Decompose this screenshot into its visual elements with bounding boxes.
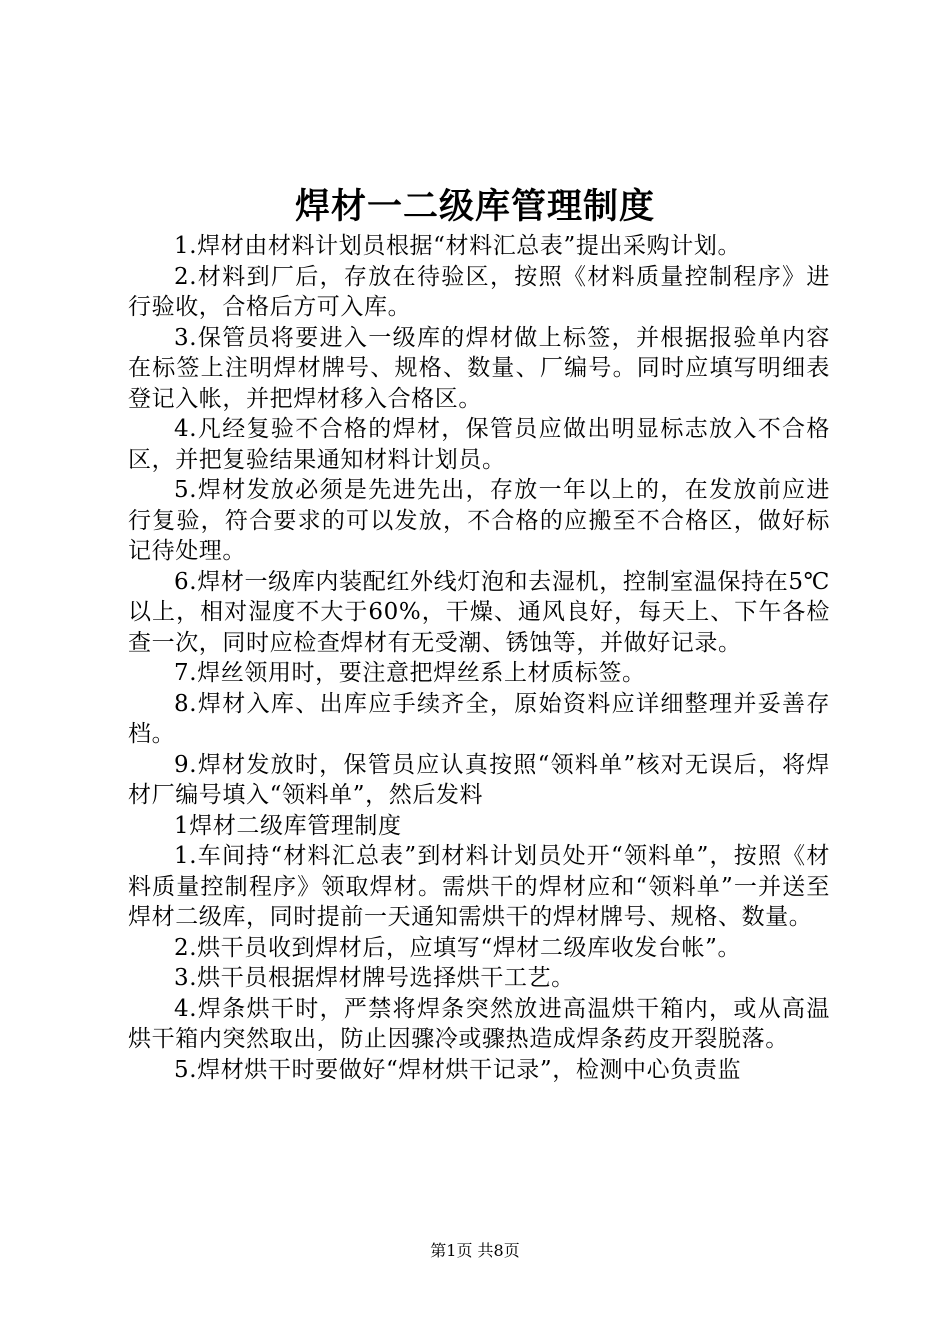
paragraph-8: 8.焊材入库、出库应手续齐全，原始资料应详细整理并妥善存档。 [128, 690, 830, 747]
paragraph-secondary-3: 3.烘干员根据焊材牌号选择烘干工艺。 [174, 965, 575, 991]
section-heading-secondary-store: 1焊材二级库管理制度 [174, 812, 402, 839]
paragraph-9: 9.焊材发放时，保管员应认真按照“领料单”核对无误后，将焊材厂编号填入“领料单”，然后发料 [128, 751, 830, 808]
paragraph-secondary-1: 1.车间持“材料汇总表”到材料计划员处开“领料单”，按照《材料质量控制程序》领取焊材。需烘干的焊材应和“领料单”一并送至焊材二级库，同时提前一天通知需烘干的焊材牌号、规格、数量。 [128, 843, 830, 930]
page-number-footer: 第1页 共8页 [430, 1241, 520, 1260]
paragraph-2: 2.材料到厂后，存放在待验区，按照《材料质量控制程序》进行验收，合格后方可入库。 [128, 263, 830, 320]
paragraph-3: 3.保管员将要进入一级库的焊材做上标签，并根据报验单内容在标签上注明焊材牌号、规格、数量、厂编号。同时应填写明细表登记入帐，并把焊材移入合格区。 [128, 324, 830, 412]
paragraph-7: 7.焊丝领用时，要注意把焊丝系上材质标签。 [174, 660, 646, 686]
paragraph-6: 6.焊材一级库内装配红外线灯泡和去湿机，控制室温保持在5℃以上，相对湿度不大于60%，干燥、通风良好，每天上、下午各检查一次，同时应检查焊材有无受潮、锈蚀等，并做好记录。 [128, 568, 830, 656]
document-title: 焊材一二级库管理制度 [294, 186, 655, 227]
paragraph-secondary-2: 2.烘干员收到焊材后，应填写“焊材二级库收发台帐”。 [174, 934, 742, 961]
paragraph-1: 1.焊材由材料计划员根据“材料汇总表”提出采购计划。 [174, 233, 742, 259]
paragraph-5: 5.焊材发放必须是先进先出，存放一年以上的，在发放前应进行复验，符合要求的可以发放，不合格的应搬至不合格区，做好标记待处理。 [128, 477, 830, 564]
document-body [128, 231, 830, 1085]
paragraph-secondary-4: 4.焊条烘干时，严禁将焊条突然放进高温烘干箱内，或从高温烘干箱内突然取出，防止因骤冷或骤热造成焊条药皮开裂脱落。 [128, 995, 830, 1052]
paragraph-secondary-5: 5.焊材烘干时要做好“焊材烘干记录”，检测中心负责监 [174, 1056, 742, 1083]
paragraph-4: 4.凡经复验不合格的焊材，保管员应做出明显标志放入不合格区，并把复验结果通知材料计划员。 [128, 416, 830, 473]
